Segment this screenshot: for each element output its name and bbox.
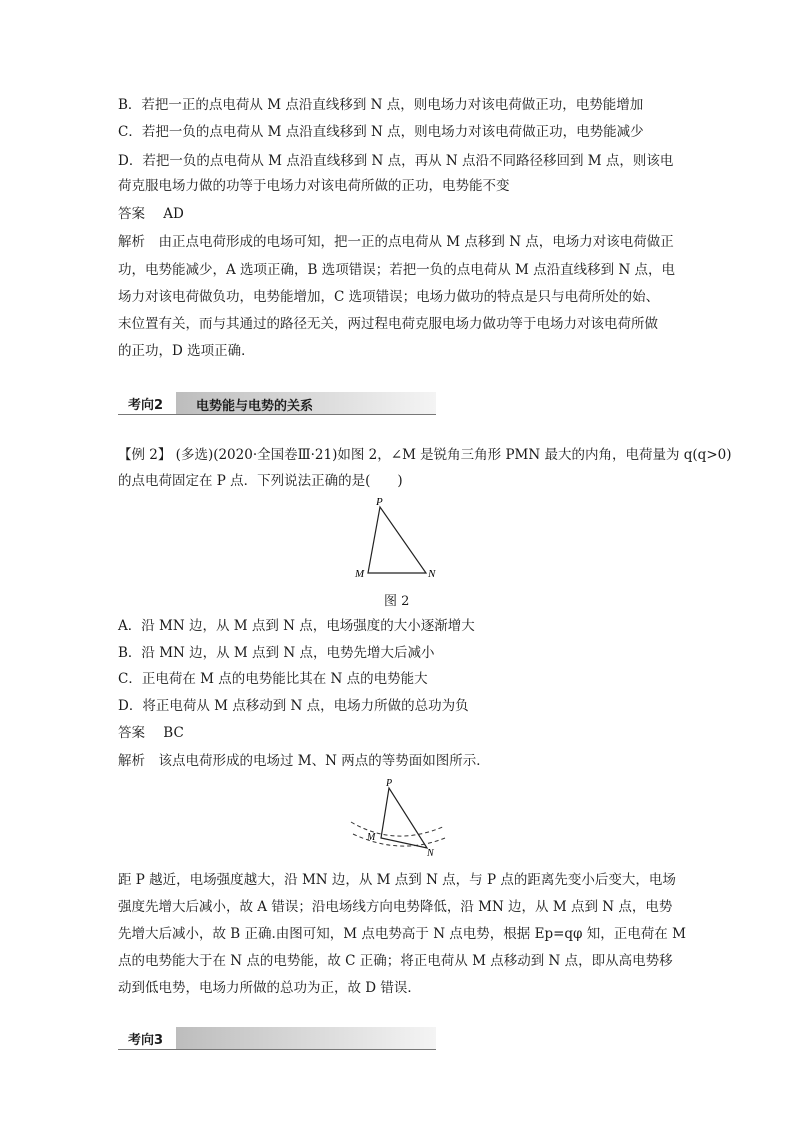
answer-value: BC	[163, 725, 184, 741]
example2-option-c: C．正电荷在 M 点的电势能比其在 N 点的电势能大	[118, 671, 428, 687]
example2-line2: 的点电荷固定在 P 点．下列说法正确的是( )	[118, 473, 403, 489]
label-n: N	[428, 568, 436, 580]
analysis-2-intro: 解析 该点电荷形成的电场过 M、N 两点的等势面如图所示．	[118, 753, 490, 769]
analysis-2-line2: 强度先增大后减小，故 A 错误；沿电场线方向电势降低，沿 MN 边，从 M 点到 N 点，电势	[118, 899, 673, 915]
label-p-2: P	[386, 778, 393, 789]
analysis-2-line5: 动到低电势，电场力所做的总功为正，故 D 错误．	[118, 980, 421, 996]
triangle-pmn	[368, 507, 426, 573]
equipotential-line-m	[351, 822, 445, 836]
label-p: P	[376, 496, 383, 508]
section-title: 电势能与电势的关系	[196, 399, 314, 414]
example2-line1: 【例 2】 (多选)(2020·全国卷Ⅲ·21)如图 2，∠M 是锐角三角形 PMN 最大的内角，电荷量为 q(q>0)	[118, 447, 732, 463]
analysis-1-line2: 功，电势能减少，A 选项正确，B 选项错误；若把一负的点电荷从 M 点沿直线移到 N 点，电	[118, 262, 676, 278]
answer-1	[118, 205, 184, 223]
section-gradient	[176, 1027, 436, 1049]
equipotential-figure	[345, 778, 450, 858]
triangle-figure	[350, 495, 450, 585]
analysis-1-line4: 末位置有关，而与其通过的路径无关，两过程电荷克服电场力做功等于电场力对该电荷所做	[118, 316, 658, 332]
option-b: B．若把一正的点电荷从 M 点沿直线移到 N 点，则电场力对该电荷做正功，电势能增加	[118, 97, 644, 113]
analysis-1-line1: 解析 由正点电荷形成的电场可知，把一正的点电荷从 M 点移到 N 点，电场力对该电荷做正	[118, 234, 674, 250]
example2-option-a: A．沿 MN 边，从 M 点到 N 点，电场强度的大小逐渐增大	[118, 618, 475, 634]
answer-label: 答案	[118, 206, 145, 222]
answer-2	[118, 724, 184, 742]
option-d-line2: 荷克服电场力做的功等于电场力对该电荷所做的正功，电势能不变	[118, 178, 510, 194]
analysis-2-line4: 点的电势能大于在 N 点的电势能，故 C 正确；将正电荷从 M 点移动到 N 点，即从高电势移	[118, 953, 673, 969]
analysis-1-line3: 场力对该电荷做负功，电势能增加，C 选项错误；电场力做功的特点是只与电荷所处的始、	[118, 289, 660, 305]
label-m: M	[355, 568, 365, 580]
section-tag: 考向3	[128, 1033, 164, 1048]
section-header-3	[118, 1027, 436, 1050]
answer-label: 答案	[118, 725, 145, 741]
example2-option-d: D．将正电荷从 M 点移动到 N 点，电场力所做的总功为负	[118, 698, 469, 714]
section-tag: 考向2	[128, 398, 164, 413]
analysis-2-line3: 先增大后减小，故 B 正确.由图可知，M 点电势高于 N 点电势，根据 Ep=qφ 知，正电荷在 M	[118, 926, 686, 942]
label-n-2: N	[427, 848, 434, 858]
label-m-2: M	[367, 832, 376, 843]
section-header-2	[118, 392, 436, 415]
triangle-pmn-2	[381, 788, 427, 848]
option-d-line1: D．若把一负的点电荷从 M 点沿直线移到 N 点，再从 N 点沿不同路径移回到 M 点，则该电	[118, 153, 674, 169]
analysis-2-line1: 距 P 越近，电场强度越大，沿 MN 边，从 M 点到 N 点，与 P 点的距离先变小后变大，电场	[118, 872, 676, 888]
example2-option-b: B．沿 MN 边，从 M 点到 N 点，电势先增大后减小	[118, 645, 435, 661]
option-c: C．若把一负的点电荷从 M 点沿直线移到 N 点，则电场力对该电荷做正功，电势能减少	[118, 124, 644, 140]
analysis-1-line5: 的正功，D 选项正确．	[118, 343, 255, 359]
answer-value: AD	[163, 206, 184, 222]
figure-caption: 图 2	[384, 594, 410, 609]
